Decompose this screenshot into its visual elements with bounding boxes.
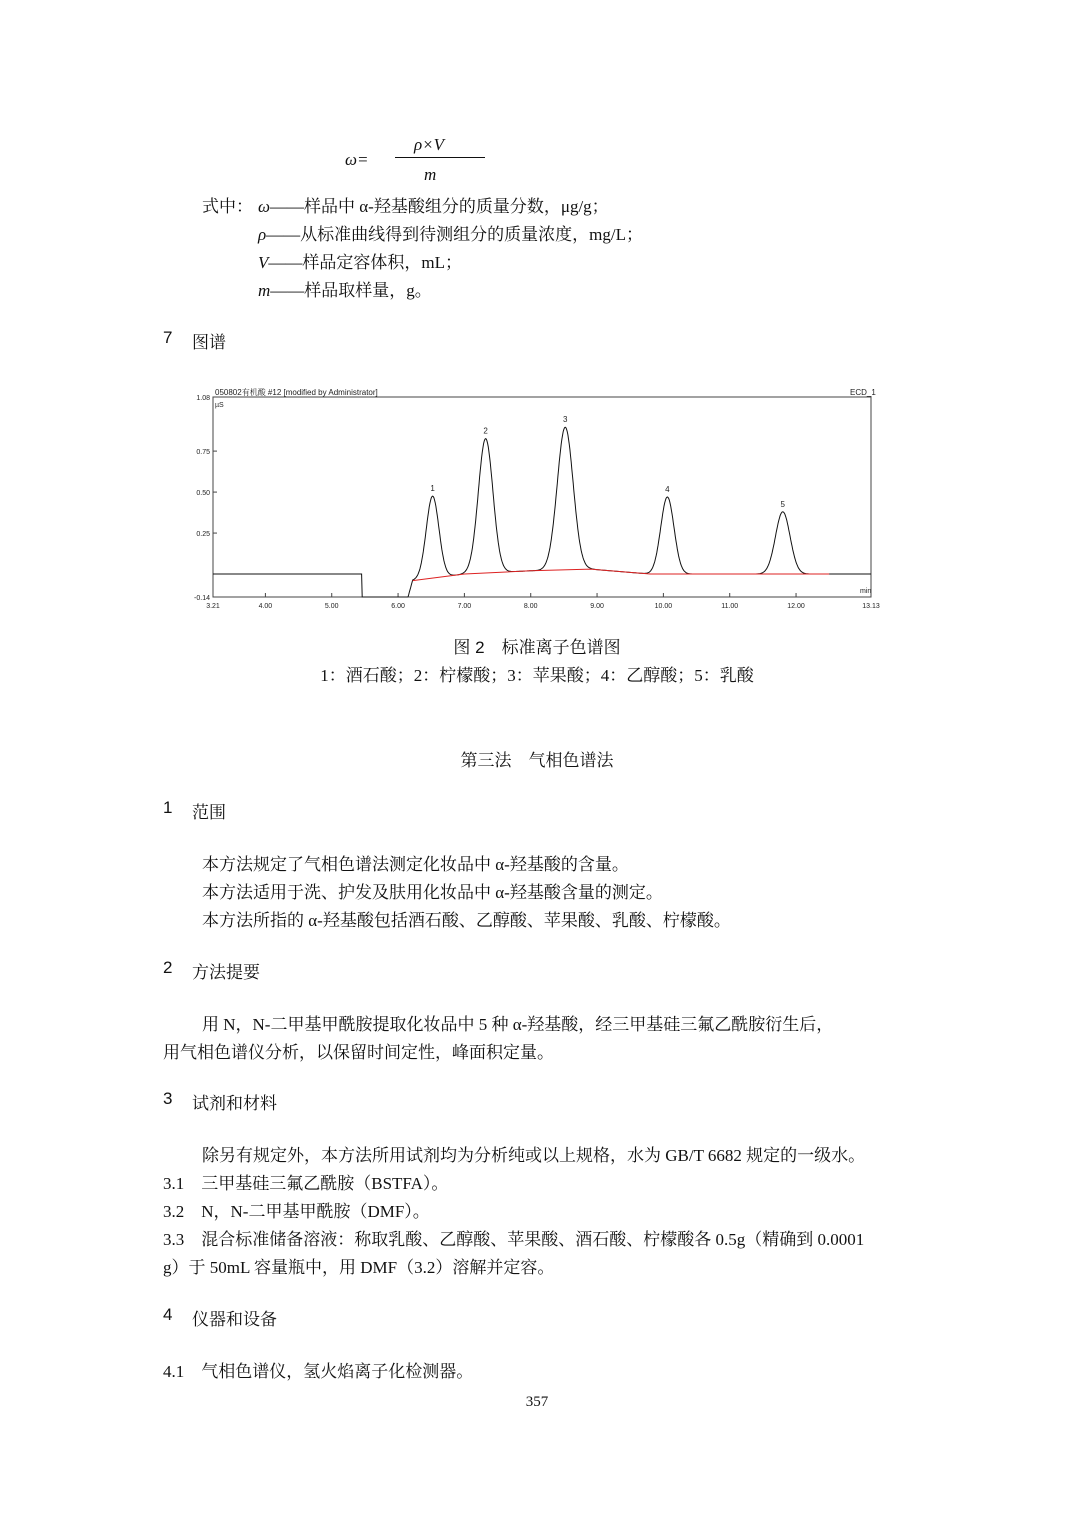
section-4-title: 仪器和设备 [192,1310,277,1329]
figure-caption: 图 2 标准离子色谱图 [453,638,621,657]
x-tick-label: 11.00 [721,603,739,610]
y-axis [194,395,217,602]
peak-label: 2 [483,426,488,436]
section-2-line-1: 用 N，N-二甲基甲酰胺提取化妆品中 5 种 α-羟基酸，经三甲基硅三氟乙酰胺衍生后， [202,1015,834,1034]
section-3-title: 试剂和材料 [192,1094,277,1113]
page-number: 357 [525,1394,549,1410]
definition-mass: m——样品取样量，g。 [258,281,432,300]
chart-header-left: 050802有机酸 #12 [modified by Administrator] [215,388,378,397]
section-1-title: 范围 [192,803,226,822]
fitted-baseline [413,569,830,581]
peak-label: 1 [430,484,435,494]
section-1-line-1: 本方法规定了气相色谱法测定化妆品中 α-羟基酸的含量。 [202,855,629,874]
section-4-item-1: 4.1 气相色谱仪，氢火焰离子化检测器。 [163,1362,474,1381]
chromatogram-chart [180,383,900,623]
definition-volume: V——样品定容体积，mL； [258,253,462,272]
x-tick-label: 6.00 [391,603,405,610]
definition-rho: ρ——从标准曲线得到待测组分的质量浓度，mg/L； [258,225,644,244]
peak-label: 5 [780,499,786,509]
section-2-line-2: 用气相色谱仪分析，以保留时间定性，峰面积定量。 [163,1043,554,1062]
y-tick-label: 0.75 [196,449,210,457]
definitions-prefix: 式中： [202,197,253,216]
fraction-bar [395,157,485,158]
formula-numerator: ρ×V [414,135,445,154]
section-4-number: 4 [163,1305,173,1324]
chart-header-right: ECD_1 [850,388,876,397]
y-tick-label: 1.08 [196,395,210,402]
y-tick-label: 0.50 [196,490,210,498]
section-3-intro: 除另有规定外，本方法所用试剂均为分析纯或以上规格，水为 GB/T 6682 规定的一级水。 [202,1146,866,1165]
figure-legend: 1：酒石酸；2：柠檬酸；3：苹果酸；4：乙醇酸；5：乳酸 [320,666,754,685]
trace-layer [213,427,871,597]
chart-y-unit: µS [215,402,224,409]
formula-denominator: m [424,165,437,184]
x-axis [206,593,880,610]
section-3-number: 3 [163,1089,173,1108]
x-tick-label: 13.13 [862,603,880,610]
x-tick-label: 9.00 [590,603,604,610]
section-1-number: 1 [163,798,173,817]
section-2-number: 2 [163,958,173,977]
section-3-item-2: 3.2 N，N-二甲基甲酰胺（DMF）。 [163,1202,430,1221]
peak-label: 4 [665,485,670,494]
section-7-number: 7 [163,328,173,347]
signal-trace [408,427,871,597]
x-tick-label: 3.21 [206,603,220,610]
peak-labels [430,415,785,509]
section-1-line-2: 本方法适用于洗、护发及肤用化妆品中 α-羟基酸含量的测定。 [202,883,663,902]
section-7-title: 图谱 [192,333,226,352]
formula-lhs: ω= [345,150,369,169]
section-3-item-3-cont: g）于 50mL 容量瓶中，用 DMF（3.2）溶解并定容。 [163,1258,555,1277]
chart-x-unit: min [860,588,872,595]
section-2-title: 方法提要 [192,963,260,982]
x-tick-label: 10.00 [654,603,673,610]
section-3-item-1: 3.1 三甲基硅三氟乙酰胺（BSTFA）。 [163,1174,449,1193]
x-tick-label: 7.00 [457,603,472,610]
x-tick-label: 4.00 [258,603,273,610]
method-3-title: 第三法 气相色谱法 [460,751,614,770]
y-tick-label: -0.14 [194,595,210,602]
x-tick-label: 8.00 [523,603,538,610]
plot-frame [213,397,871,597]
peak-label: 3 [562,415,568,425]
baseline-trace [213,574,408,597]
x-tick-label: 12.00 [787,603,805,610]
section-1-line-3: 本方法所指的 α-羟基酸包括酒石酸、乙醇酸、苹果酸、乳酸、柠檬酸。 [202,911,731,930]
section-3-item-3: 3.3 混合标准储备溶液：称取乳酸、乙醇酸、苹果酸、酒石酸、柠檬酸各 0.5g（精确到 0.0001 [163,1230,865,1249]
definition-omega: ω——样品中 α-羟基酸组分的质量分数，μg/g； [258,197,609,216]
y-tick-label: 0.25 [196,531,210,539]
x-tick-label: 5.00 [324,603,339,610]
